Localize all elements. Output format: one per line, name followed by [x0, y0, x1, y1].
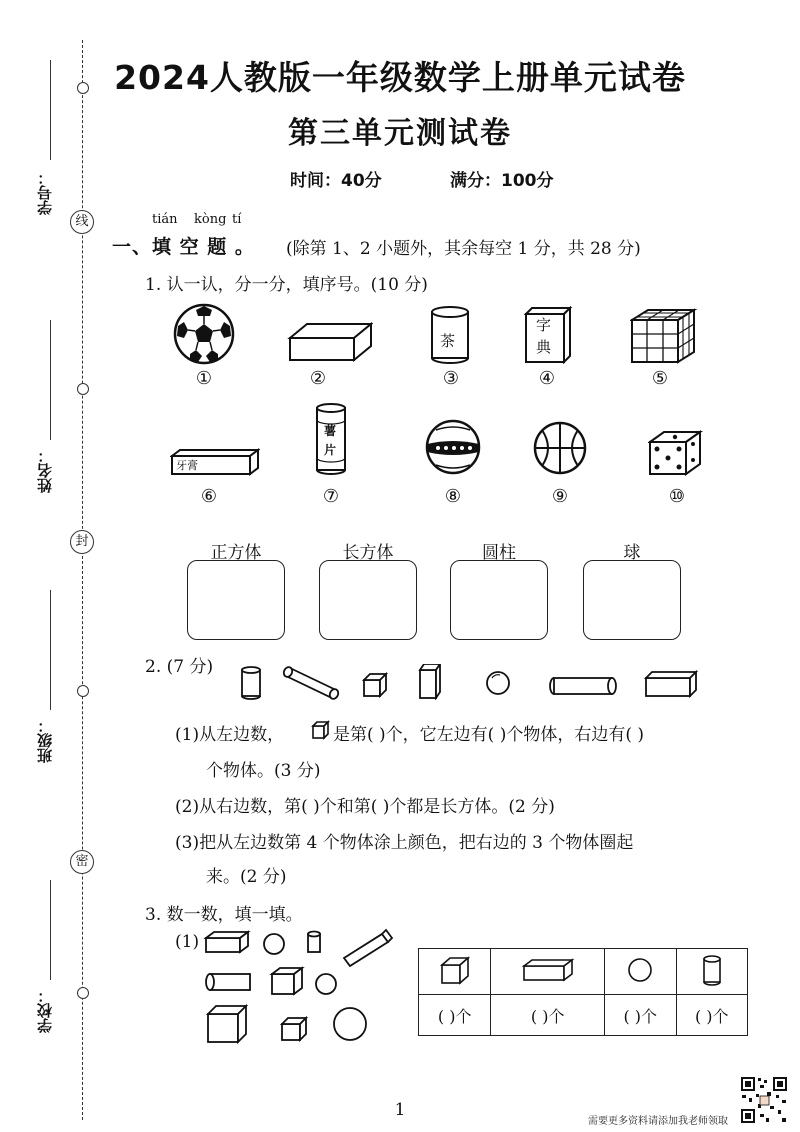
pinyin-ti: tí [232, 212, 242, 227]
page-number: 1 [394, 1100, 406, 1120]
category-sphere-answer-box[interactable] [583, 560, 681, 640]
table-header-cuboid [491, 949, 605, 995]
pinyin-kong: kòng [194, 212, 227, 227]
cube-icon [438, 955, 472, 985]
rubik-cube-icon [630, 308, 698, 364]
chips-text-1: 薯 [324, 424, 337, 438]
cuboid-count-cell[interactable]: ( )个 [491, 995, 605, 1036]
small-cube-icon [282, 1018, 306, 1040]
toothpaste-text: 牙膏 [176, 459, 198, 472]
decorated-ball-icon [424, 418, 482, 476]
q2-title: 2. (7 分) [145, 657, 214, 677]
small-cylinder-icon [242, 667, 260, 699]
table-header-sphere [605, 949, 676, 995]
tall-cuboid-icon [420, 664, 440, 698]
cube-count-cell[interactable]: ( )个 [419, 995, 491, 1036]
category-sphere-label: 球 [623, 543, 641, 563]
small-cube-icon [364, 674, 386, 696]
table-header-cylinder [676, 949, 748, 995]
chips-text-2: 片 [324, 443, 337, 457]
item-number-4: ④ [538, 368, 556, 389]
q3-count-table [418, 948, 748, 1036]
margin-hole [77, 685, 89, 697]
category-cuboid-answer-box[interactable] [319, 560, 417, 640]
category-cuboid-label: 长方体 [342, 543, 394, 563]
cylinder-count-cell[interactable]: ( )个 [676, 995, 748, 1036]
item-number-1: ① [195, 368, 213, 389]
q3-shapes-cluster [200, 928, 400, 1048]
large-cube-icon [208, 1006, 246, 1042]
qr-note: 需要更多资料请添加我老师领取 [588, 1116, 728, 1127]
large-ball-icon [334, 1008, 366, 1040]
student-id-label: 学号： [36, 170, 54, 216]
soccer-ball-icon [172, 302, 236, 366]
basketball-icon [532, 420, 588, 476]
item-number-3: ③ [442, 368, 460, 389]
margin-hole [77, 987, 89, 999]
tilted-cuboid-icon [344, 930, 392, 966]
dictionary-text-1: 字 [536, 316, 552, 334]
category-cube-answer-box[interactable] [187, 560, 285, 640]
item-number-10: ⑩ [668, 486, 686, 507]
q2-part3-continuation: 来。(2 分) [206, 867, 287, 887]
margin-hole [77, 383, 89, 395]
category-cube-label: 正方体 [210, 543, 262, 563]
item-number-5: ⑤ [651, 368, 669, 389]
exam-time: 时间：40分 [290, 171, 382, 191]
ball-icon [487, 672, 509, 694]
school-label: 学校： [36, 988, 54, 1034]
item-number-2: ② [309, 368, 327, 389]
small-cylinder-icon [308, 932, 320, 953]
q3-title: 3. 数一数，填一填。 [145, 905, 303, 925]
exam-score: 满分：100分 [450, 171, 554, 191]
q2-part2: (2)从右边数，第( )个和第( )个都是长方体。(2 分) [175, 797, 555, 817]
cube-icon [272, 968, 302, 994]
item-number-7: ⑦ [322, 486, 340, 507]
q2-part3: (3)把从左边数第 4 个物体涂上颜色，把右边的 3 个物体圈起 [175, 833, 634, 853]
lying-cylinder-icon [206, 974, 250, 990]
cylinder-icon [701, 954, 723, 986]
q3-part1-label: (1) [175, 932, 200, 952]
lying-cylinder-icon [282, 666, 339, 700]
ball-icon [264, 934, 284, 954]
q2-part1-prefix: (1)从左边数， [175, 725, 285, 745]
item-number-6: ⑥ [200, 486, 218, 507]
q1-title: 1. 认一认，分一分，填序号。(10 分) [145, 275, 428, 295]
dictionary-text-2: 典 [536, 338, 552, 356]
seal-secret-mark: 密 [70, 850, 94, 874]
category-cylinder-answer-box[interactable] [450, 560, 548, 640]
q2-part1-question: 是第( )个，它左边有( )个物体，右边有( ) [333, 725, 645, 745]
flat-cuboid-icon [206, 932, 248, 952]
table-header-cube [419, 949, 491, 995]
cuboid-icon [521, 957, 575, 983]
item-number-8: ⑧ [444, 486, 462, 507]
sphere-icon [626, 956, 654, 984]
binding-dashed-line [82, 40, 83, 1120]
cuboid-box-icon [287, 320, 373, 364]
class-blank[interactable] [50, 590, 51, 710]
exam-title: 2024人教版一年级数学上册单元试卷 [114, 58, 686, 97]
qr-code-icon[interactable] [740, 1076, 788, 1124]
category-cylinder-label: 圆柱 [482, 543, 516, 563]
pinyin-tian: tián [152, 212, 178, 227]
seal-seal-mark: 封 [70, 530, 94, 554]
inline-cube-icon [311, 720, 331, 740]
name-label: 姓名： [36, 448, 54, 494]
long-cylinder-icon [550, 678, 616, 694]
section-title: 一、填 空 题 。 [112, 236, 255, 258]
flat-cuboid-icon [646, 672, 696, 696]
item-number-9: ⑨ [551, 486, 569, 507]
dice-icon [648, 430, 704, 476]
q2-part1-continuation: 个物体。(3 分) [206, 761, 321, 781]
ball-icon [316, 974, 336, 994]
section-note: (除第 1、2 小题外，其余每空 1 分，共 28 分) [286, 239, 641, 259]
class-label: 班级： [36, 718, 54, 764]
seal-line-mark: 线 [70, 210, 94, 234]
name-blank[interactable] [50, 320, 51, 440]
school-blank[interactable] [50, 880, 51, 980]
exam-subtitle: 第三单元测试卷 [288, 116, 512, 151]
tea-can-text: 茶 [440, 332, 456, 350]
q2-shapes-row [238, 664, 708, 700]
chips-can-icon [313, 402, 349, 476]
sphere-count-cell[interactable]: ( )个 [605, 995, 676, 1036]
